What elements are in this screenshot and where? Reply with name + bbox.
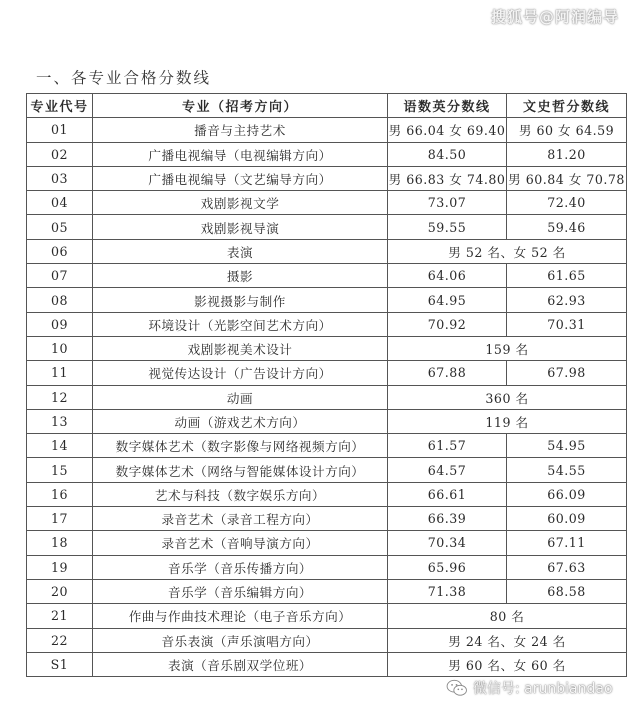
table-row — [27, 361, 627, 385]
cell-hum-score: 60.09 — [507, 507, 627, 531]
cell-code: 19 — [27, 555, 93, 579]
cell-major: 音乐表演（声乐演唱方向） — [93, 628, 388, 652]
table-row — [27, 336, 627, 360]
watermark-bottom — [446, 678, 613, 698]
cell-hum-score: 81.20 — [507, 142, 627, 166]
cell-major: 动画 — [93, 385, 388, 409]
cell-hum-score: 61.65 — [507, 264, 627, 288]
table-row — [27, 555, 627, 579]
cell-lang-score: 71.38 — [388, 579, 507, 603]
header-hum-score: 文史哲分数线 — [507, 94, 627, 118]
cell-hum-score: 男 60.84 女 70.78 — [507, 166, 627, 190]
cell-lang-score: 61.57 — [388, 434, 507, 458]
table-row — [27, 142, 627, 166]
table-body — [27, 118, 627, 677]
cell-code: 11 — [27, 361, 93, 385]
cell-major: 录音艺术（录音工程方向） — [93, 507, 388, 531]
cell-code: 16 — [27, 482, 93, 506]
cell-merged-quota: 男 24 名、女 24 名 — [388, 628, 627, 652]
cell-lang-score: 59.55 — [388, 215, 507, 239]
cell-code: 15 — [27, 458, 93, 482]
table-row — [27, 215, 627, 239]
cell-code: 02 — [27, 142, 93, 166]
cell-major: 戏剧影视导演 — [93, 215, 388, 239]
cell-major: 戏剧影视美术设计 — [93, 336, 388, 360]
cell-major: 数字媒体艺术（数字影像与网络视频方向） — [93, 434, 388, 458]
cell-hum-score: 67.98 — [507, 361, 627, 385]
cell-code: 22 — [27, 628, 93, 652]
cell-lang-score: 64.06 — [388, 264, 507, 288]
cell-major: 音乐学（音乐编辑方向） — [93, 579, 388, 603]
cell-major: 音乐学（音乐传播方向） — [93, 555, 388, 579]
table-header-row — [27, 94, 627, 118]
table-row — [27, 191, 627, 215]
table-row — [27, 482, 627, 506]
cell-code: 13 — [27, 409, 93, 433]
cell-lang-score: 男 66.83 女 74.80 — [388, 166, 507, 190]
cell-code: S1 — [27, 652, 93, 676]
cell-code: 17 — [27, 507, 93, 531]
cell-hum-score: 54.55 — [507, 458, 627, 482]
table-row — [27, 385, 627, 409]
cell-code: 04 — [27, 191, 93, 215]
cell-lang-score: 84.50 — [388, 142, 507, 166]
cell-major: 摄影 — [93, 264, 388, 288]
cell-major: 数字媒体艺术（网络与智能媒体设计方向） — [93, 458, 388, 482]
cell-code: 10 — [27, 336, 93, 360]
cell-lang-score: 70.34 — [388, 531, 507, 555]
cell-lang-score: 65.96 — [388, 555, 507, 579]
table-row — [27, 264, 627, 288]
cell-lang-score: 64.95 — [388, 288, 507, 312]
cell-code: 07 — [27, 264, 93, 288]
watermark-bottom-text: 微信号: arunbiandao — [473, 681, 613, 697]
table-row — [27, 166, 627, 190]
table-row — [27, 434, 627, 458]
cell-merged-quota: 男 52 名、女 52 名 — [388, 239, 627, 263]
cell-major: 戏剧影视文学 — [93, 191, 388, 215]
cell-hum-score: 70.31 — [507, 312, 627, 336]
cell-hum-score: 62.93 — [507, 288, 627, 312]
cell-major: 录音艺术（音响导演方向） — [93, 531, 388, 555]
section-title: 一、各专业合格分数线 — [36, 69, 212, 87]
table-row — [27, 312, 627, 336]
cell-merged-quota: 80 名 — [388, 604, 627, 628]
cell-major: 表演（音乐剧双学位班） — [93, 652, 388, 676]
table-row — [27, 531, 627, 555]
cell-major: 环境设计（光影空间艺术方向） — [93, 312, 388, 336]
cell-code: 14 — [27, 434, 93, 458]
cell-major: 广播电视编导（电视编辑方向） — [93, 142, 388, 166]
header-lang-score: 语数英分数线 — [388, 94, 507, 118]
cell-major: 艺术与科技（数字娱乐方向） — [93, 482, 388, 506]
header-major: 专业（招考方向） — [93, 94, 388, 118]
cell-lang-score: 66.39 — [388, 507, 507, 531]
cell-merged-quota: 159 名 — [388, 336, 627, 360]
cell-major: 视觉传达设计（广告设计方向） — [93, 361, 388, 385]
cell-lang-score: 64.57 — [388, 458, 507, 482]
cell-hum-score: 男 60 女 64.59 — [507, 118, 627, 142]
cell-lang-score: 67.88 — [388, 361, 507, 385]
cell-major: 影视摄影与制作 — [93, 288, 388, 312]
cell-hum-score: 54.95 — [507, 434, 627, 458]
cell-code: 06 — [27, 239, 93, 263]
table-row — [27, 118, 627, 142]
table-row — [27, 652, 627, 676]
cell-code: 08 — [27, 288, 93, 312]
cell-code: 01 — [27, 118, 93, 142]
wechat-icon — [446, 679, 468, 697]
watermark-top: 搜狐号@阿润编导 — [490, 8, 619, 26]
cell-hum-score: 72.40 — [507, 191, 627, 215]
table-row — [27, 288, 627, 312]
cell-hum-score: 67.11 — [507, 531, 627, 555]
table-row — [27, 239, 627, 263]
table-row — [27, 604, 627, 628]
cell-hum-score: 68.58 — [507, 579, 627, 603]
table-row — [27, 579, 627, 603]
table-row — [27, 409, 627, 433]
cell-major: 播音与主持艺术 — [93, 118, 388, 142]
cell-lang-score: 66.61 — [388, 482, 507, 506]
cell-code: 18 — [27, 531, 93, 555]
cell-code: 12 — [27, 385, 93, 409]
cell-major: 表演 — [93, 239, 388, 263]
cell-lang-score: 男 66.04 女 69.40 — [388, 118, 507, 142]
cell-code: 05 — [27, 215, 93, 239]
table-row — [27, 458, 627, 482]
cell-code: 20 — [27, 579, 93, 603]
score-table — [26, 93, 627, 677]
cell-major: 广播电视编导（文艺编导方向） — [93, 166, 388, 190]
cell-hum-score: 66.09 — [507, 482, 627, 506]
cell-merged-quota: 119 名 — [388, 409, 627, 433]
cell-code: 03 — [27, 166, 93, 190]
cell-lang-score: 73.07 — [388, 191, 507, 215]
cell-hum-score: 67.63 — [507, 555, 627, 579]
table-row — [27, 628, 627, 652]
cell-merged-quota: 360 名 — [388, 385, 627, 409]
cell-major: 动画（游戏艺术方向） — [93, 409, 388, 433]
cell-code: 09 — [27, 312, 93, 336]
table-row — [27, 507, 627, 531]
cell-lang-score: 70.92 — [388, 312, 507, 336]
cell-code: 21 — [27, 604, 93, 628]
cell-hum-score: 59.46 — [507, 215, 627, 239]
header-code: 专业代号 — [27, 94, 93, 118]
cell-major: 作曲与作曲技术理论（电子音乐方向） — [93, 604, 388, 628]
cell-merged-quota: 男 60 名、女 60 名 — [388, 652, 627, 676]
